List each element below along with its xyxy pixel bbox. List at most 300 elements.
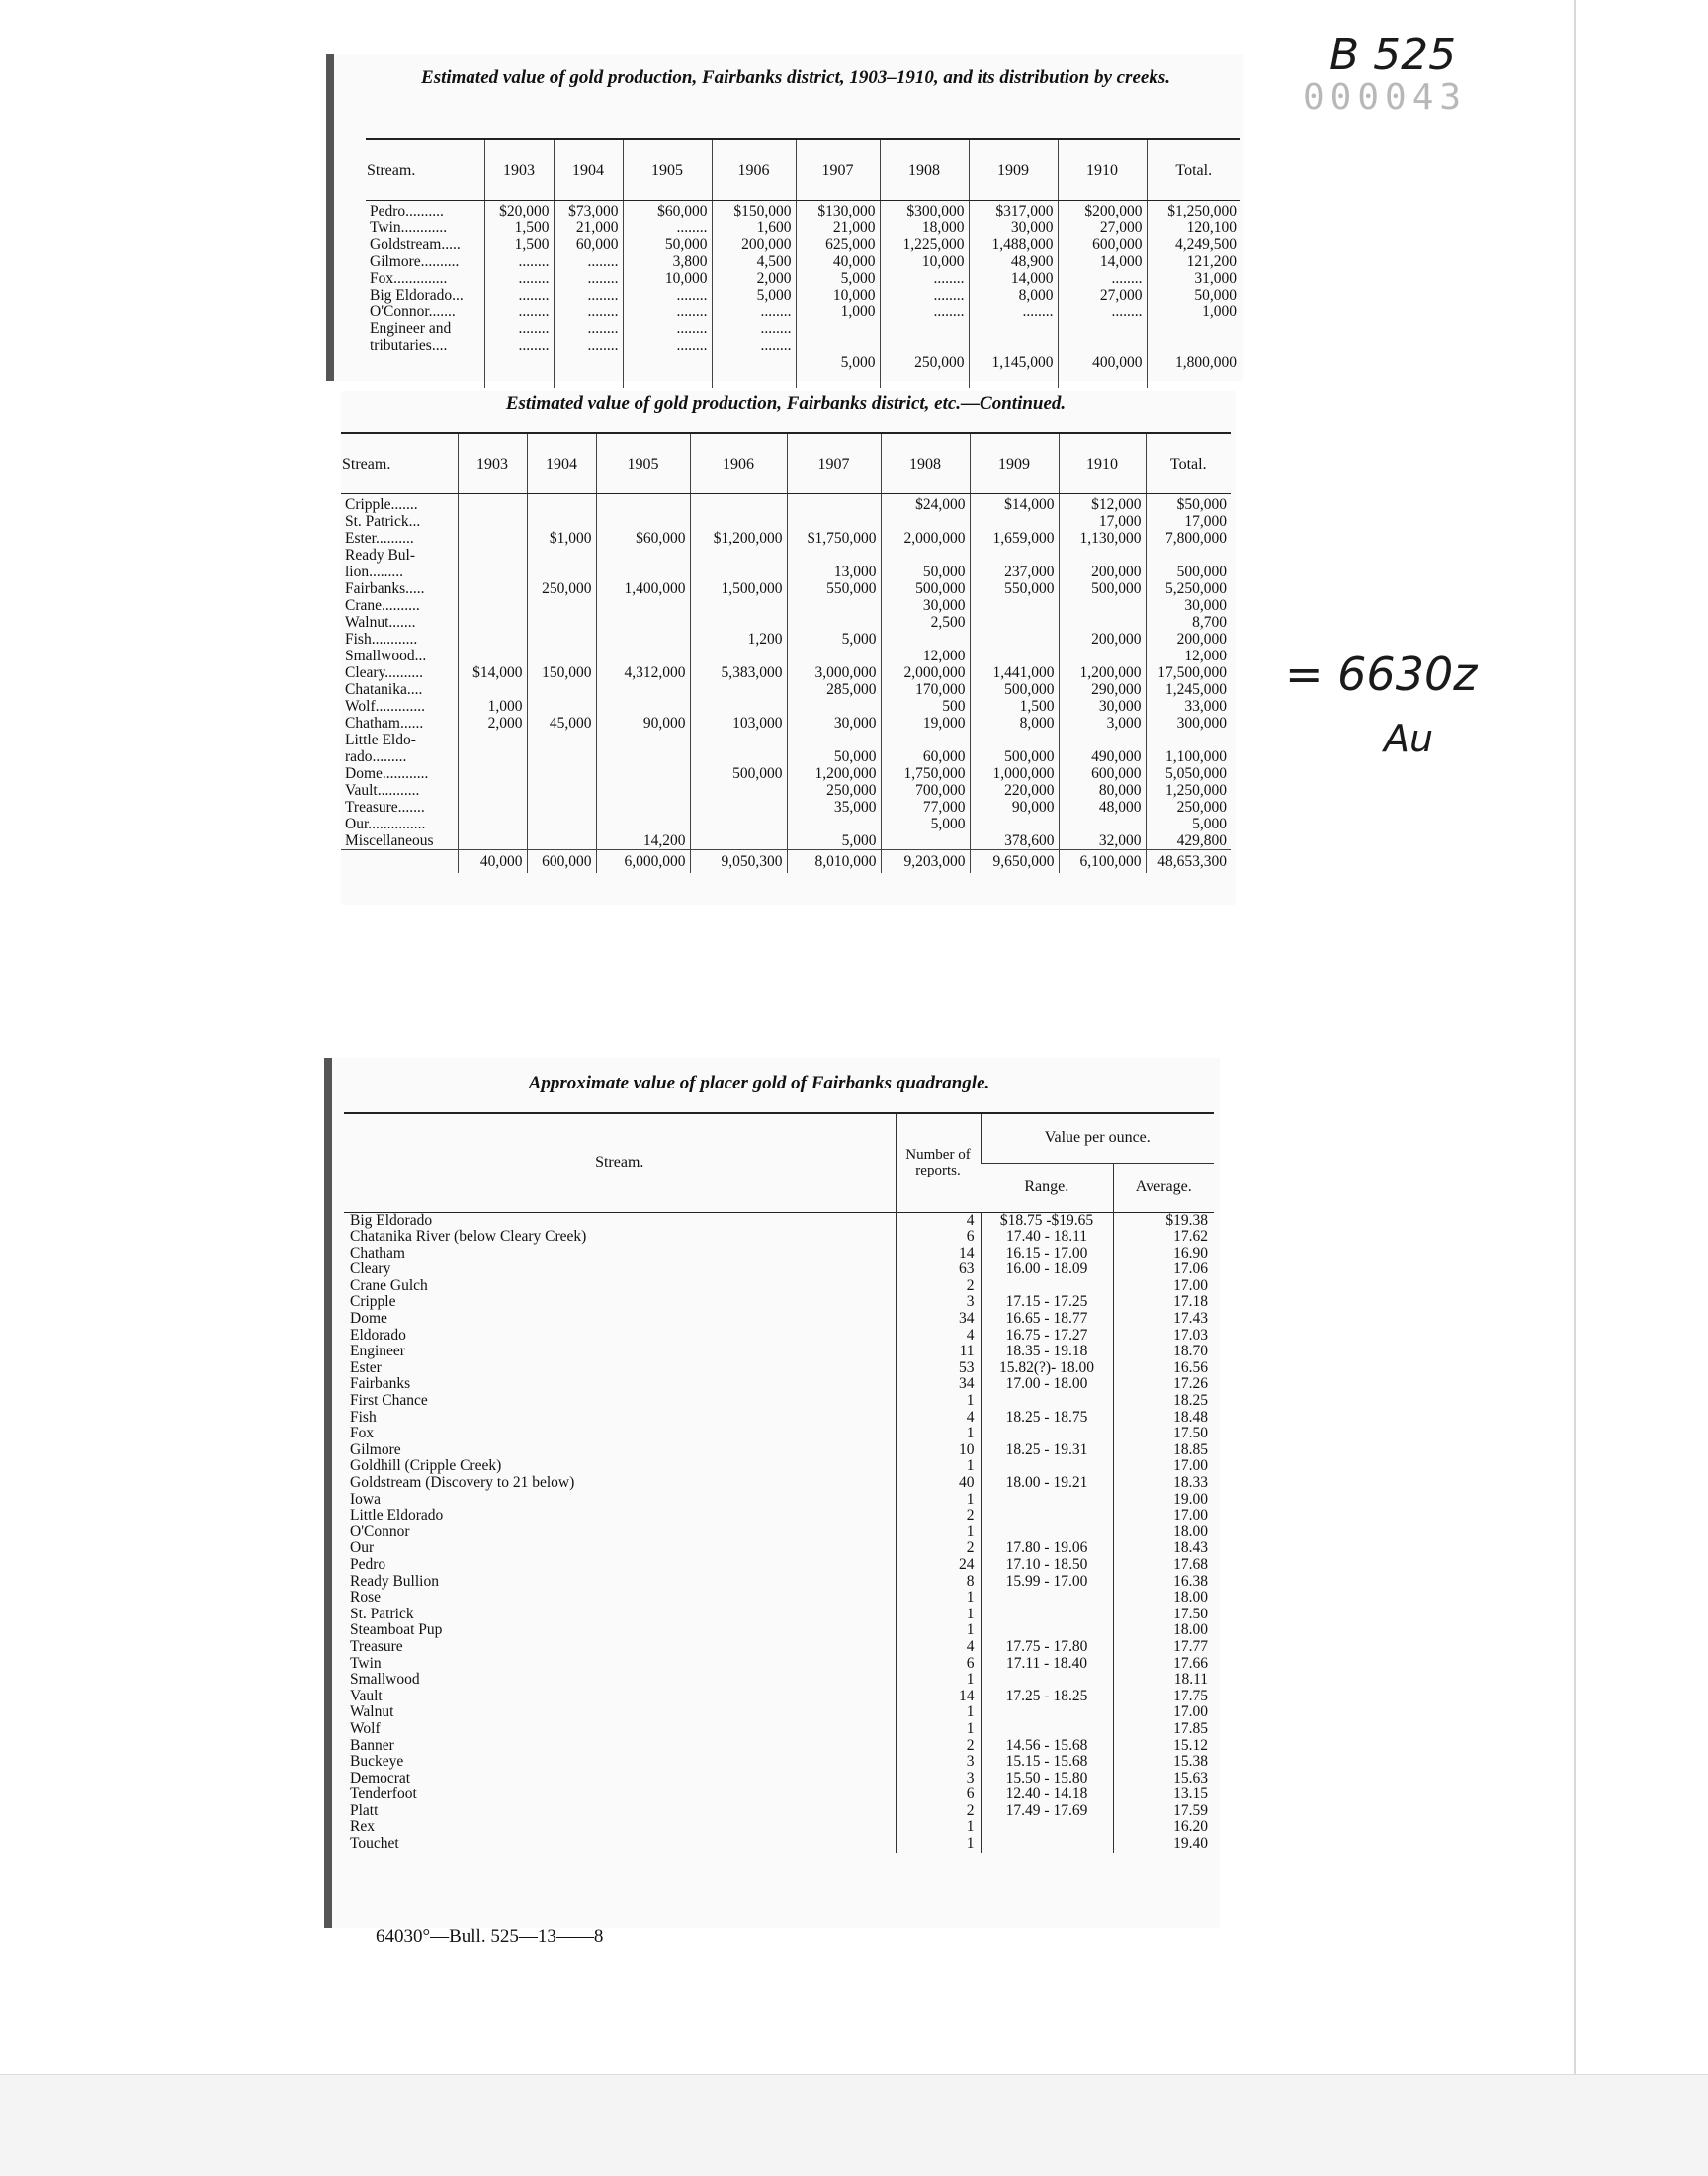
table1-value-cell: 121,200 xyxy=(1186,253,1237,270)
table2-value-cell: 2,500 xyxy=(930,614,966,631)
table2-stream-name: Walnut....... xyxy=(345,614,416,631)
table2-value-cell xyxy=(463,614,523,631)
stream-name: Little Eldorado xyxy=(350,1508,444,1524)
table2-value-cell: 1,130,000 xyxy=(1079,530,1142,547)
table2-header-0: Stream. xyxy=(341,433,458,494)
report-count: 34 xyxy=(896,1376,981,1393)
value-average: 15.12 xyxy=(1113,1738,1214,1755)
stream-name: Fox xyxy=(350,1426,375,1442)
table-row xyxy=(344,1704,1214,1721)
table1-column-6 xyxy=(880,201,969,389)
value-range: 17.10 - 18.50 xyxy=(981,1557,1113,1574)
table2-value-cell: 30,000 xyxy=(833,715,877,732)
table2-value-cell xyxy=(695,614,783,631)
table-row xyxy=(344,1508,1214,1524)
table2-value-cell: 290,000 xyxy=(1091,681,1142,698)
table2-column-3 xyxy=(596,494,690,850)
table2-value-cell: $1,000 xyxy=(549,530,592,547)
table2-value-cell xyxy=(532,631,592,648)
table-row xyxy=(344,1442,1214,1459)
table1-value-cell: 40,000 xyxy=(832,253,876,270)
report-count: 4 xyxy=(896,1410,981,1427)
table2-value-cell xyxy=(532,816,592,832)
table1-value-cell xyxy=(628,354,708,371)
table1-value-cell: 5,000 xyxy=(840,354,876,371)
table2-value-cell xyxy=(463,547,523,564)
report-count: 1 xyxy=(896,1524,981,1541)
stream-name: Buckeye xyxy=(350,1754,404,1771)
table2-value-cell xyxy=(463,799,523,816)
value-average: 17.00 xyxy=(1113,1458,1214,1475)
table2-value-cell: 30,000 xyxy=(922,597,966,614)
value-range: 15.15 - 15.68 xyxy=(981,1754,1113,1771)
table2-value-cell xyxy=(601,816,686,832)
value-average: 17.00 xyxy=(1113,1508,1214,1524)
table2-value-cell: 429,800 xyxy=(1176,832,1227,849)
stream-name: Fairbanks xyxy=(350,1376,411,1393)
table1-header-1: 1903 xyxy=(484,139,554,201)
table2-value-cell xyxy=(601,732,686,748)
value-range: 16.65 - 18.77 xyxy=(981,1311,1113,1328)
table2-value-cell xyxy=(1151,732,1228,748)
table-row xyxy=(344,1721,1214,1738)
stream-name: Rex xyxy=(350,1819,375,1836)
table1-value-cell: 1,500 xyxy=(514,236,550,253)
table2-value-cell xyxy=(601,547,686,564)
table2-stream-name: lion......... xyxy=(345,564,403,580)
report-count: 1 xyxy=(896,1590,981,1607)
table2-value-cell xyxy=(532,732,592,748)
table-row xyxy=(344,1754,1214,1771)
table3 xyxy=(344,1112,1214,1853)
value-average: 18.33 xyxy=(1113,1475,1214,1492)
table2-header-5: 1907 xyxy=(787,433,881,494)
value-average: 16.56 xyxy=(1113,1360,1214,1377)
table2-value-cell: 250,000 xyxy=(542,580,592,597)
table1-value-cell: ........ xyxy=(518,304,550,320)
table1-value-cell xyxy=(974,320,1054,337)
table2-value-cell: 378,600 xyxy=(1004,832,1055,849)
table2-total-cell: 6,100,000 xyxy=(1059,850,1146,874)
value-average: 15.38 xyxy=(1113,1754,1214,1771)
table2-column-6 xyxy=(881,494,970,850)
table2-total-cell: 9,650,000 xyxy=(970,850,1059,874)
report-count: 2 xyxy=(896,1738,981,1755)
table2-value-cell: 5,250,000 xyxy=(1165,580,1227,597)
table2-value-cell xyxy=(792,597,877,614)
table1-value-cell: $150,000 xyxy=(733,203,792,219)
table2-value-cell: $14,000 xyxy=(1004,496,1055,513)
table2-value-cell xyxy=(886,832,966,849)
value-range xyxy=(981,1836,1113,1853)
table2-stream-name: Vault........... xyxy=(345,782,420,799)
table1-value-cell: $60,000 xyxy=(657,203,708,219)
table1-value-cell: 48,900 xyxy=(1010,253,1054,270)
table2-value-cell xyxy=(975,631,1055,648)
table1-value-cell: 14,000 xyxy=(1099,253,1143,270)
stream-name: Steamboat Pup xyxy=(350,1622,443,1639)
value-range xyxy=(981,1278,1113,1295)
page-footer: 64030°—Bull. 525—13——8 xyxy=(376,1926,604,1947)
report-count: 10 xyxy=(896,1442,981,1459)
stream-name: Ready Bullion xyxy=(350,1573,439,1590)
table1-value-cell: ........ xyxy=(587,253,619,270)
table2-value-cell xyxy=(532,648,592,664)
table1-value-cell: ........ xyxy=(518,337,550,354)
value-average: 17.68 xyxy=(1113,1557,1214,1574)
table2-value-cell: 17,500,000 xyxy=(1157,664,1227,681)
value-range: 16.75 - 17.27 xyxy=(981,1328,1113,1345)
table-row xyxy=(344,1689,1214,1705)
value-range: 17.00 - 18.00 xyxy=(981,1376,1113,1393)
table1-value-cell: ........ xyxy=(518,287,550,304)
table3-header-range: Range. xyxy=(1024,1178,1069,1195)
table3-header-reports: Number of reports. xyxy=(896,1113,981,1212)
table2-stream-name: Fish............ xyxy=(345,631,418,648)
table2-value-cell xyxy=(532,748,592,765)
table-row xyxy=(344,1311,1214,1328)
table2-value-cell: 1,000 xyxy=(487,698,523,715)
table2-value-cell xyxy=(695,597,783,614)
table1-value-cell: ........ xyxy=(676,320,708,337)
table1-value-cell: ........ xyxy=(587,287,619,304)
table1-value-cell xyxy=(489,354,550,371)
table-row xyxy=(344,1328,1214,1345)
table2-header-3: 1905 xyxy=(596,433,690,494)
stream-name: Big Eldorado xyxy=(350,1212,433,1229)
table-row xyxy=(344,1607,1214,1623)
table2-stream-name: Ready Bul- xyxy=(345,547,416,564)
table2-value-cell: 500,000 xyxy=(1176,564,1227,580)
table2-column-7 xyxy=(970,494,1059,850)
value-range xyxy=(981,1607,1113,1623)
table2-value-cell xyxy=(601,765,686,782)
table2-value-cell: 150,000 xyxy=(542,664,592,681)
table2-value-cell xyxy=(532,832,592,849)
table2-stream-name: Crane.......... xyxy=(345,597,420,614)
table2-value-cell xyxy=(975,513,1055,530)
value-average: 17.03 xyxy=(1113,1328,1214,1345)
table2-value-cell xyxy=(463,564,523,580)
report-count: 4 xyxy=(896,1328,981,1345)
value-average: 18.43 xyxy=(1113,1540,1214,1557)
report-count: 4 xyxy=(896,1212,981,1229)
table1-value-cell: 5,000 xyxy=(756,287,792,304)
table2-header-7: 1909 xyxy=(970,433,1059,494)
table2-value-cell xyxy=(463,732,523,748)
table2-value-cell xyxy=(792,698,877,715)
table1-value-cell: ........ xyxy=(676,219,708,236)
table2-value-cell: 45,000 xyxy=(549,715,592,732)
table1-value-cell: ........ xyxy=(760,337,792,354)
value-average: 17.18 xyxy=(1113,1294,1214,1311)
table2-stream-name: Treasure....... xyxy=(345,799,425,816)
table1-value-cell: ........ xyxy=(676,287,708,304)
table2-header-2: 1904 xyxy=(527,433,596,494)
report-count: 3 xyxy=(896,1294,981,1311)
stream-name: Treasure xyxy=(350,1638,403,1655)
table2-value-cell: $14,000 xyxy=(472,664,523,681)
value-range: 15.99 - 17.00 xyxy=(981,1574,1113,1591)
table1-value-cell: 250,000 xyxy=(914,354,965,371)
table1-header-3: 1905 xyxy=(623,139,712,201)
table1-header-2: 1904 xyxy=(554,139,623,201)
table2-value-cell xyxy=(601,681,686,698)
report-count: 2 xyxy=(896,1278,981,1295)
table2-total-cell xyxy=(341,850,458,874)
stream-name: Crane Gulch xyxy=(350,1277,428,1294)
table2-value-cell xyxy=(601,648,686,664)
table2-value-cell xyxy=(601,748,686,765)
table2-value-cell xyxy=(695,832,783,849)
stream-name: Twin xyxy=(350,1655,382,1672)
table1-stream-name: Goldstream..... xyxy=(370,236,461,253)
table2-total-cell: 9,203,000 xyxy=(881,850,970,874)
table1-value-cell: $73,000 xyxy=(568,203,619,219)
value-average: 18.00 xyxy=(1113,1622,1214,1639)
table2-value-cell xyxy=(1064,614,1142,631)
table-row xyxy=(344,1656,1214,1673)
table-row xyxy=(344,1540,1214,1557)
stream-name: Platt xyxy=(350,1802,379,1819)
table1-value-cell: ........ xyxy=(760,320,792,337)
table2-value-cell: 7,800,000 xyxy=(1165,530,1227,547)
table2-value-cell xyxy=(1064,648,1142,664)
table2-value-cell: 1,200,000 xyxy=(1079,664,1142,681)
table2-value-cell xyxy=(463,816,523,832)
table2-value-cell: 35,000 xyxy=(833,799,877,816)
table1-value-cell: ........ xyxy=(1022,304,1054,320)
table2-total-cell: 9,050,300 xyxy=(690,850,787,874)
table2-value-cell: 80,000 xyxy=(1098,782,1142,799)
table2-value-cell: 50,000 xyxy=(922,564,966,580)
table2-value-cell xyxy=(792,648,877,664)
report-count: 2 xyxy=(896,1508,981,1524)
table-row xyxy=(344,1376,1214,1393)
table-row xyxy=(344,1738,1214,1755)
table2-value-cell: 1,000,000 xyxy=(992,765,1055,782)
table2-value-cell xyxy=(532,782,592,799)
value-range: 12.40 - 14.18 xyxy=(981,1786,1113,1803)
table1-column-8 xyxy=(1058,201,1147,389)
stream-name: Pedro xyxy=(350,1556,386,1573)
table2-header-1: 1903 xyxy=(458,433,527,494)
value-range xyxy=(981,1704,1113,1721)
table2-value-cell: 220,000 xyxy=(1004,782,1055,799)
report-count: 1 xyxy=(896,1819,981,1836)
table2-value-cell: 32,000 xyxy=(1098,832,1142,849)
table1-value-cell: 1,145,000 xyxy=(991,354,1054,371)
table2-stream-name: Chatanika.... xyxy=(345,681,423,698)
value-range: 14.56 - 15.68 xyxy=(981,1738,1113,1755)
report-count: 2 xyxy=(896,1540,981,1557)
table2-total-cell: 40,000 xyxy=(458,850,527,874)
table1-value-cell: ........ xyxy=(1111,270,1143,287)
stream-name: Walnut xyxy=(350,1704,394,1721)
table2-column-5 xyxy=(787,494,881,850)
stream-name: First Chance xyxy=(350,1393,428,1410)
table2-value-cell xyxy=(601,496,686,513)
report-count: 1 xyxy=(896,1836,981,1853)
table1-value-cell: $1,250,000 xyxy=(1167,203,1237,219)
table2-total-cell: 6,000,000 xyxy=(596,850,690,874)
value-range: 18.25 - 19.31 xyxy=(981,1442,1113,1459)
table1-value-cell: 50,000 xyxy=(1194,287,1237,304)
table2-value-cell: 12,000 xyxy=(1184,648,1227,664)
table-row xyxy=(344,1786,1214,1803)
value-range: 17.25 - 18.25 xyxy=(981,1689,1113,1705)
table1-value-cell: 10,000 xyxy=(921,253,965,270)
report-count: 3 xyxy=(896,1754,981,1771)
table2-value-cell xyxy=(532,513,592,530)
table1-stream-name: Pedro.......... xyxy=(370,203,444,219)
report-count: 1 xyxy=(896,1607,981,1623)
table2-value-cell xyxy=(463,832,523,849)
table2-column-1 xyxy=(458,494,527,850)
table2-value-cell xyxy=(695,564,783,580)
table2-value-cell: 3,000 xyxy=(1106,715,1142,732)
table1 xyxy=(366,138,1240,388)
table2-value-cell: 5,000 xyxy=(930,816,966,832)
table2-value-cell: $1,200,000 xyxy=(713,530,783,547)
value-average: 19.40 xyxy=(1113,1836,1214,1853)
table2-value-cell: 33,000 xyxy=(1184,698,1227,715)
report-count: 14 xyxy=(896,1246,981,1262)
table1-value-cell: 625,000 xyxy=(825,236,876,253)
table2-value-cell: 60,000 xyxy=(922,748,966,765)
table1-header-8: 1910 xyxy=(1058,139,1147,201)
stream-name: Our xyxy=(350,1540,375,1557)
table2-value-cell: 50,000 xyxy=(833,748,877,765)
table2-stream-name: Chatham...... xyxy=(345,715,424,732)
table2-value-cell: 17,000 xyxy=(1184,513,1227,530)
table2-stream-name: Our............... xyxy=(345,816,426,832)
report-count: 1 xyxy=(896,1492,981,1509)
table1-value-cell: 5,000 xyxy=(840,270,876,287)
report-count: 6 xyxy=(896,1656,981,1673)
clipping-table-3 xyxy=(324,1058,1220,1928)
value-range: 17.75 - 17.80 xyxy=(981,1639,1113,1656)
table1-value-cell: $20,000 xyxy=(499,203,550,219)
value-range: 15.50 - 15.80 xyxy=(981,1771,1113,1787)
value-range xyxy=(981,1508,1113,1524)
table1-value-cell xyxy=(1152,337,1238,354)
value-range: 17.15 - 17.25 xyxy=(981,1294,1113,1311)
table1-value-cell xyxy=(558,354,619,371)
value-range: 18.35 - 19.18 xyxy=(981,1344,1113,1360)
value-range xyxy=(981,1426,1113,1442)
table2-stream-name: Wolf............. xyxy=(345,698,425,715)
table-row xyxy=(344,1393,1214,1410)
table2-value-cell: 8,700 xyxy=(1192,614,1227,631)
table1-stream-name: Engineer and xyxy=(370,320,452,337)
table2-value-cell xyxy=(601,631,686,648)
report-count: 2 xyxy=(896,1803,981,1820)
page-stamp: 000043 xyxy=(1303,77,1468,118)
value-range xyxy=(981,1492,1113,1509)
table1-value-cell: 10,000 xyxy=(664,270,708,287)
table1-value-cell: 4,249,500 xyxy=(1175,236,1237,253)
table1-stream-name: Fox.............. xyxy=(370,270,448,287)
table1-value-cell: ........ xyxy=(587,320,619,337)
table1-value-cell: 21,000 xyxy=(832,219,876,236)
table1-value-cell: ........ xyxy=(933,304,965,320)
table2-value-cell: 490,000 xyxy=(1091,748,1142,765)
table2-value-cell xyxy=(532,765,592,782)
table1-value-cell: ........ xyxy=(1111,304,1143,320)
table2-value-cell xyxy=(975,732,1055,748)
table1-stream-name: Gilmore.......... xyxy=(370,253,460,270)
table1-header-5: 1907 xyxy=(796,139,880,201)
scan-bottom-margin xyxy=(0,2074,1708,2176)
value-average: 16.90 xyxy=(1113,1246,1214,1262)
table1-value-cell: 27,000 xyxy=(1099,287,1143,304)
table-row xyxy=(344,1246,1214,1262)
table1-value-cell: ........ xyxy=(676,304,708,320)
table2-value-cell xyxy=(601,782,686,799)
table1-value-cell xyxy=(1063,337,1143,354)
table2-value-cell xyxy=(695,698,783,715)
table-row xyxy=(344,1819,1214,1836)
table2-value-cell xyxy=(532,496,592,513)
table2-value-cell: $60,000 xyxy=(636,530,686,547)
table1-column-7 xyxy=(969,201,1058,389)
table2-value-cell: 1,659,000 xyxy=(992,530,1055,547)
value-average: 16.38 xyxy=(1113,1574,1214,1591)
table-row xyxy=(344,1360,1214,1377)
table2-header-4: 1906 xyxy=(690,433,787,494)
table2-column-2 xyxy=(527,494,596,850)
value-range: 18.25 - 18.75 xyxy=(981,1410,1113,1427)
table1-value-cell: ........ xyxy=(676,337,708,354)
table2-value-cell: $50,000 xyxy=(1176,496,1227,513)
report-count: 1 xyxy=(896,1622,981,1639)
table-row xyxy=(344,1672,1214,1689)
table3-header-average: Average. xyxy=(1113,1163,1214,1212)
table2-value-cell xyxy=(463,580,523,597)
table2-value-cell xyxy=(601,799,686,816)
table2-value-cell xyxy=(532,547,592,564)
table2-value-cell xyxy=(601,614,686,631)
table1-value-cell: 1,800,000 xyxy=(1175,354,1237,371)
table1-value-cell: 1,000 xyxy=(840,304,876,320)
table1-value-cell: 21,000 xyxy=(575,219,619,236)
table-row xyxy=(344,1278,1214,1295)
table1-value-cell: 1,225,000 xyxy=(902,236,965,253)
value-range xyxy=(981,1819,1113,1836)
table2-value-cell xyxy=(532,799,592,816)
table2-value-cell: 5,000 xyxy=(841,832,877,849)
report-count: 1 xyxy=(896,1721,981,1738)
table1-value-cell: ........ xyxy=(518,320,550,337)
table2-value-cell xyxy=(886,631,966,648)
table2-header-6: 1908 xyxy=(881,433,970,494)
value-average: 17.50 xyxy=(1113,1607,1214,1623)
value-range xyxy=(981,1590,1113,1607)
table1-value-cell: ........ xyxy=(587,304,619,320)
table2-value-cell: 4,312,000 xyxy=(624,664,686,681)
stream-name: Ester xyxy=(350,1359,382,1376)
stream-name: Touchet xyxy=(350,1836,399,1853)
table2-stream-name: Smallwood... xyxy=(345,648,427,664)
report-count: 34 xyxy=(896,1311,981,1328)
table1-value-cell: 30,000 xyxy=(1010,219,1054,236)
table1-value-cell: $317,000 xyxy=(995,203,1054,219)
table2-value-cell: 2,000,000 xyxy=(903,530,966,547)
value-range xyxy=(981,1622,1113,1639)
table1-value-cell: 31,000 xyxy=(1194,270,1237,287)
table2-value-cell xyxy=(886,513,966,530)
